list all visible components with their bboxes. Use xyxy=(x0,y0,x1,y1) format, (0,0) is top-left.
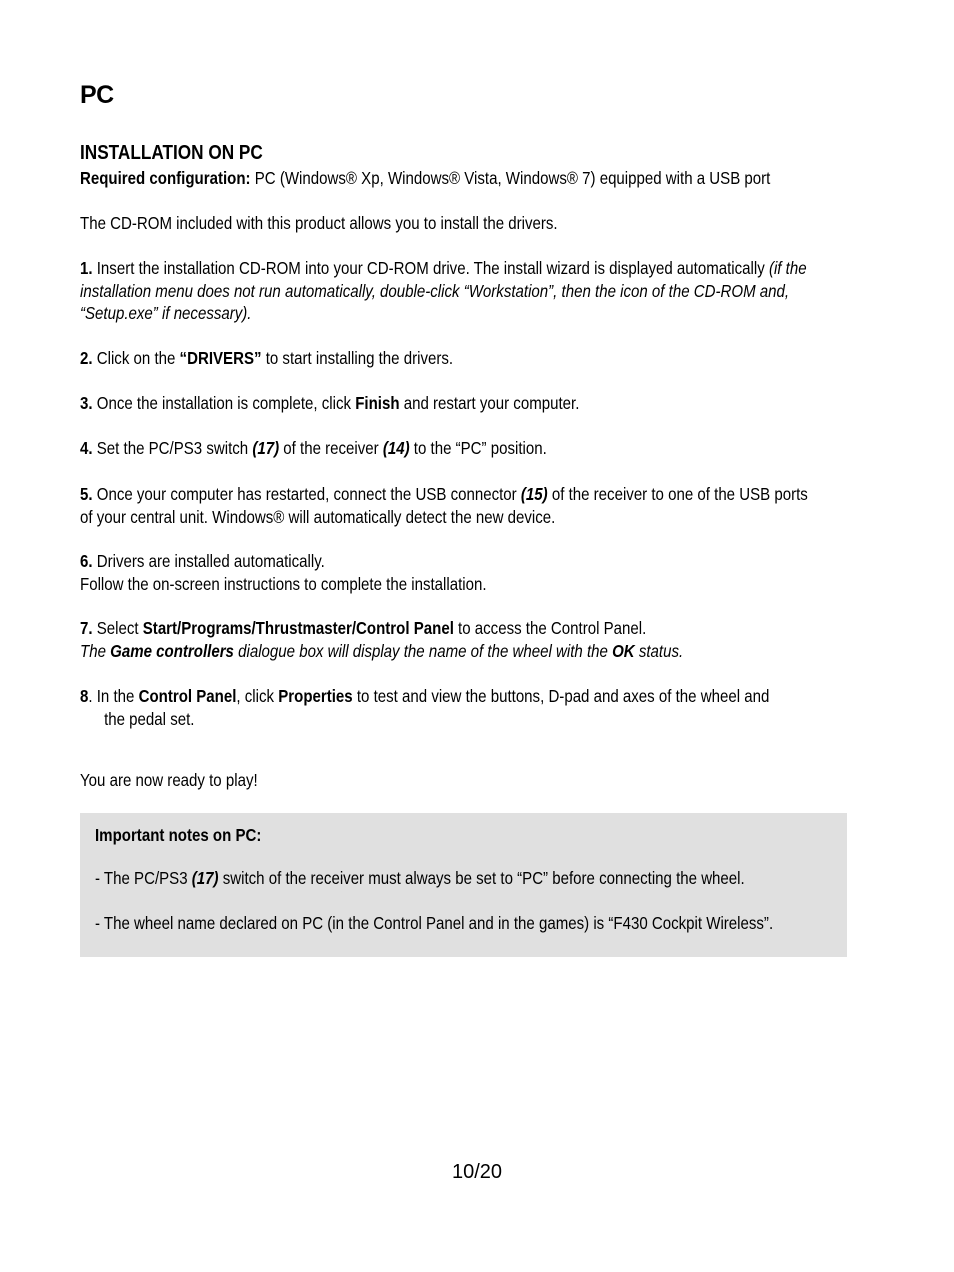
reference-number: (14) xyxy=(382,438,410,458)
step-6 xyxy=(80,550,869,595)
step-2 xyxy=(80,347,869,370)
step-number: 7. xyxy=(80,618,93,638)
required-label: Required configuration: xyxy=(80,168,251,188)
drivers-label: “DRIVERS” xyxy=(179,348,262,368)
step-note-line: installation menu does not run automatically, double-click “Workstation”, then the icon of the CD-ROM and, xyxy=(80,280,790,301)
note-text: - The PC/PS3 xyxy=(95,868,192,888)
step-text-line: of your central unit. Windows® will automatically detect the new device. xyxy=(80,506,556,527)
step-text: . In the xyxy=(88,686,139,706)
intro-paragraph: The CD-ROM included with this product allows you to install the drivers. xyxy=(80,213,558,233)
step-text: to start installing the drivers. xyxy=(261,348,454,368)
step-number: 1. xyxy=(80,258,93,278)
step-5 xyxy=(80,483,869,528)
step-1 xyxy=(80,257,869,325)
step-note-line xyxy=(80,640,869,663)
note-text: The xyxy=(80,640,111,661)
ok-label: OK xyxy=(612,640,635,661)
reference-number: (17) xyxy=(252,438,280,458)
step-text: to the “PC” position. xyxy=(409,438,547,458)
note-2: - The wheel name declared on PC (in the Control Panel and in the games) is “F430 Cockpit Wireless”. xyxy=(95,913,774,933)
step-text: of the receiver to one of the USB ports xyxy=(547,484,808,504)
step-text: Drivers are installed automatically. xyxy=(92,551,325,571)
step-text: Once your computer has restarted, connect the USB connector xyxy=(92,484,521,504)
step-number: 4. xyxy=(80,438,93,458)
step-number: 8 xyxy=(80,686,89,706)
section-heading: INSTALLATION ON PC xyxy=(80,142,263,164)
step-number: 2. xyxy=(80,348,93,368)
step-text: Set the PC/PS3 switch xyxy=(92,438,253,458)
step-text-line: the pedal set. xyxy=(104,708,195,729)
step-number: 3. xyxy=(80,393,93,413)
note-text: dialogue box will display the name of the wheel with the xyxy=(233,640,613,661)
step-text: to access the Control Panel. xyxy=(453,618,647,638)
step-3 xyxy=(80,392,869,415)
step-note-line: “Setup.exe” if necessary). xyxy=(80,303,252,323)
step-text: Click on the xyxy=(92,348,180,368)
note-text: switch of the receiver must always be set to “PC” before connecting the wheel. xyxy=(218,868,745,888)
finish-label: Finish xyxy=(355,393,400,413)
step-7 xyxy=(80,617,869,662)
note-1 xyxy=(95,867,843,890)
step-4 xyxy=(80,437,869,460)
control-panel-label: Control Panel xyxy=(138,686,237,706)
step-text: , click xyxy=(236,686,279,706)
reference-number: (15) xyxy=(520,484,548,504)
step-text: to test and view the buttons, D-pad and axes of the wheel and xyxy=(352,686,770,706)
ready-text: You are now ready to play! xyxy=(80,770,258,790)
menu-path: Start/Programs/Thrustmaster/Control Panel xyxy=(142,618,454,638)
reference-number: (17) xyxy=(191,868,219,888)
step-note: (if the xyxy=(768,258,807,278)
properties-label: Properties xyxy=(278,686,353,706)
note-text: status. xyxy=(634,640,684,661)
required-configuration xyxy=(80,167,869,190)
step-8 xyxy=(80,685,869,730)
step-text-line: Follow the on-screen instructions to complete the installation. xyxy=(80,573,487,594)
step-number: 6. xyxy=(80,551,93,571)
notes-heading: Important notes on PC: xyxy=(95,825,262,845)
required-text: PC (Windows® Xp, Windows® Vista, Windows® 7) equipped with a USB port xyxy=(250,168,771,188)
step-text: Select xyxy=(92,618,143,638)
step-text: Once the installation is complete, click xyxy=(92,393,356,413)
step-text: Insert the installation CD-ROM into your CD-ROM drive. The install wizard is displayed automatically xyxy=(92,258,769,278)
important-notes-box xyxy=(80,813,847,957)
step-number: 5. xyxy=(80,484,93,504)
game-controllers-label: Game controllers xyxy=(110,640,234,661)
step-text: and restart your computer. xyxy=(399,393,580,413)
page-number: 10/20 xyxy=(451,1161,503,1183)
step-text: of the receiver xyxy=(279,438,383,458)
page-title: PC xyxy=(80,81,114,109)
